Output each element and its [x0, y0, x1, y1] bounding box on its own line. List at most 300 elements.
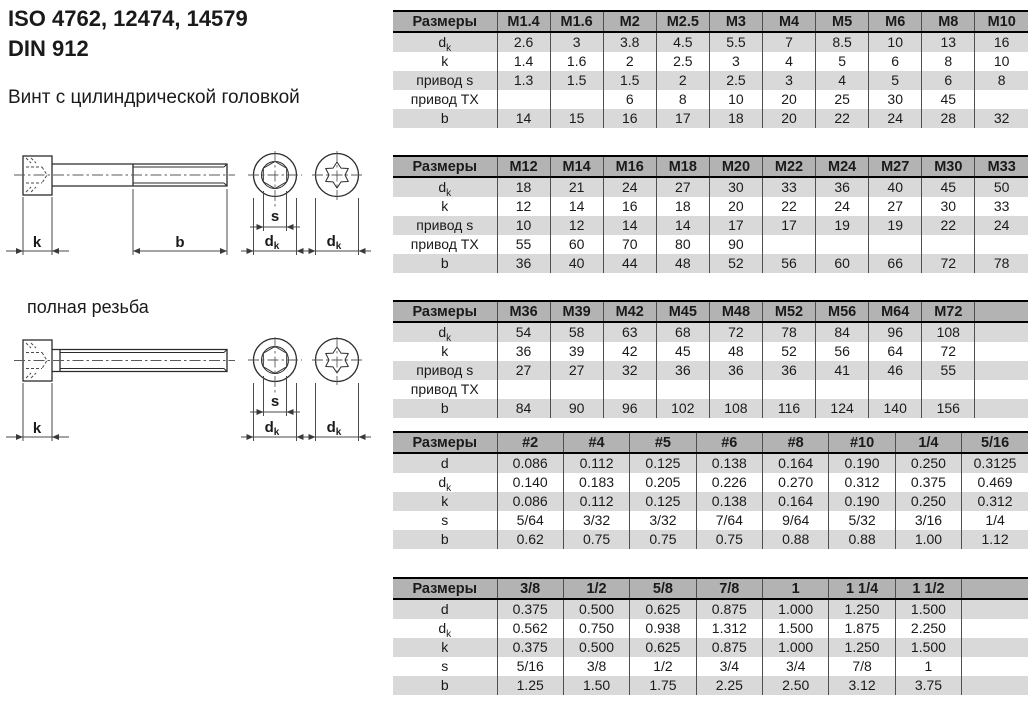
cell: 3 [762, 71, 815, 90]
cell: 22 [762, 197, 815, 216]
cell: 3.8 [603, 32, 656, 52]
cell [975, 235, 1028, 254]
cell: 3.12 [829, 676, 895, 695]
cell: 84 [497, 399, 550, 418]
cell: 0.562 [497, 619, 563, 638]
cell: 68 [656, 322, 709, 342]
cell: 0.875 [696, 599, 762, 619]
cell: 90 [709, 235, 762, 254]
cell: 39 [550, 342, 603, 361]
cell: 5 [869, 71, 922, 90]
cell: 1.3 [497, 71, 550, 90]
cell [975, 322, 1028, 342]
cell [709, 380, 762, 399]
row-label: $d_k$ [438, 34, 452, 54]
cell: 18 [656, 197, 709, 216]
cell: 3/32 [563, 511, 629, 530]
cell: 5/64 [497, 511, 563, 530]
cell: 84 [816, 322, 869, 342]
column-header: 1 1/2 [895, 578, 961, 599]
cell: 19 [869, 216, 922, 235]
cell: 1.312 [696, 619, 762, 638]
row-label: b [440, 531, 449, 547]
cell: 25 [816, 90, 869, 109]
cell: 72 [922, 254, 975, 273]
cell: 0.138 [696, 492, 762, 511]
column-header: M5 [816, 11, 869, 32]
table-row [393, 216, 1028, 235]
cell: 41 [816, 361, 869, 380]
cell: 24 [975, 216, 1028, 235]
cell: 78 [762, 322, 815, 342]
table-row [393, 599, 1028, 619]
dimension-table [393, 155, 1028, 273]
table-row [393, 32, 1028, 52]
cell: 10 [975, 52, 1028, 71]
table-row [393, 399, 1028, 418]
cell: 0.190 [829, 453, 895, 473]
cell: 4 [816, 71, 869, 90]
cell: 96 [869, 322, 922, 342]
column-header: M24 [816, 156, 869, 177]
cell: 0.112 [563, 453, 629, 473]
column-header: #6 [696, 432, 762, 453]
cell: 36 [709, 361, 762, 380]
cell: 22 [816, 109, 869, 128]
cell: 0.164 [763, 453, 829, 473]
cell [497, 380, 550, 399]
cell: 0.375 [497, 638, 563, 657]
cell: 56 [762, 254, 815, 273]
cell: 22 [922, 216, 975, 235]
cell [816, 235, 869, 254]
row-label: привод s [416, 72, 474, 88]
cell [962, 676, 1028, 695]
cell: 18 [497, 177, 550, 197]
column-header: M10 [975, 11, 1028, 32]
cell: 0.75 [696, 530, 762, 549]
cell: 27 [550, 361, 603, 380]
cell: 0.138 [696, 453, 762, 473]
table-row [393, 177, 1028, 197]
cell: 1.5 [550, 71, 603, 90]
row-label: s [441, 512, 449, 528]
table-row [393, 197, 1028, 216]
cell: 17 [709, 216, 762, 235]
cell: 16 [603, 197, 656, 216]
column-header: M33 [975, 156, 1028, 177]
cell: 0.164 [763, 492, 829, 511]
title-din: DIN 912 [8, 36, 89, 61]
cell: 7 [762, 32, 815, 52]
column-header: M14 [550, 156, 603, 177]
cell: 0.375 [895, 473, 961, 492]
cell: 14 [550, 197, 603, 216]
dimension-k [6, 197, 69, 255]
cell [975, 342, 1028, 361]
column-header: M45 [656, 301, 709, 322]
cell: 1.5 [603, 71, 656, 90]
cell: 55 [922, 361, 975, 380]
column-header [975, 301, 1028, 322]
cell: 7/64 [696, 511, 762, 530]
column-header: #10 [829, 432, 895, 453]
cell: 0.3125 [962, 453, 1028, 473]
cell: 56 [816, 342, 869, 361]
end-view-torx-socket [303, 151, 371, 255]
cell: 102 [656, 399, 709, 418]
cell: 40 [869, 177, 922, 197]
screw-head-side [23, 156, 52, 195]
column-header: M1.4 [497, 11, 550, 32]
cell: 0.250 [895, 492, 961, 511]
cell: 0.469 [962, 473, 1028, 492]
cell: 6 [869, 52, 922, 71]
cell: 0.75 [630, 530, 696, 549]
row-label: привод s [416, 217, 474, 233]
row-label: k [441, 493, 449, 509]
cell [762, 235, 815, 254]
cell: 52 [709, 254, 762, 273]
cell: 6 [922, 71, 975, 90]
cell: 8.5 [816, 32, 869, 52]
cell: 3/4 [696, 657, 762, 676]
row-label: d [440, 455, 449, 471]
cell: 0.086 [497, 453, 563, 473]
column-header: M12 [497, 156, 550, 177]
table-corner-header: Размеры [393, 301, 497, 322]
cell: 17 [762, 216, 815, 235]
cell: 0.88 [829, 530, 895, 549]
cell [603, 380, 656, 399]
cell: 48 [709, 342, 762, 361]
cell: 0.875 [696, 638, 762, 657]
dimension-k [6, 383, 69, 441]
page-subtitle: Винт с цилиндрической головкой [8, 87, 300, 108]
cell: 0.086 [497, 492, 563, 511]
imperial-table-large [393, 577, 1028, 695]
dim-label-s: s [270, 208, 280, 225]
cell: 27 [869, 197, 922, 216]
table-row [393, 638, 1028, 657]
column-header: M6 [869, 11, 922, 32]
cell: 13 [922, 32, 975, 52]
column-header: M72 [922, 301, 975, 322]
row-label: k [441, 198, 449, 214]
cell: 3 [709, 52, 762, 71]
cell: 0.270 [763, 473, 829, 492]
column-header: M48 [709, 301, 762, 322]
cell: 0.75 [563, 530, 629, 549]
table-row [393, 511, 1028, 530]
cell: 36 [816, 177, 869, 197]
cell: 15 [550, 109, 603, 128]
row-label: привод s [416, 362, 474, 378]
column-header: 1/2 [563, 578, 629, 599]
cell: 2.50 [763, 676, 829, 695]
metric-table-small [393, 10, 1028, 128]
cell: 27 [656, 177, 709, 197]
imperial-table-small [393, 431, 1028, 549]
cell: 2.6 [497, 32, 550, 52]
cell: 30 [869, 90, 922, 109]
dimension-b [133, 189, 227, 255]
cell: 9/64 [763, 511, 829, 530]
table-row [393, 361, 1028, 380]
cell: 58 [550, 322, 603, 342]
column-header: M36 [497, 301, 550, 322]
cell: 32 [603, 361, 656, 380]
full-thread-label: полная резьба [27, 297, 149, 317]
metric-table-large [393, 300, 1028, 418]
table-corner-header: Размеры [393, 156, 497, 177]
cell: 80 [656, 235, 709, 254]
cell [816, 380, 869, 399]
cell [962, 599, 1028, 619]
cell [497, 90, 550, 109]
cell: 63 [603, 322, 656, 342]
table-row [393, 619, 1028, 638]
cell: 1.25 [497, 676, 563, 695]
cell: 0.190 [829, 492, 895, 511]
cell: 0.500 [563, 599, 629, 619]
cell: 8 [975, 71, 1028, 90]
column-header: M39 [550, 301, 603, 322]
row-label: $d_k$ [438, 474, 452, 494]
cell: 1.500 [763, 619, 829, 638]
dim-label-k: k [32, 420, 42, 437]
cell: 0.88 [763, 530, 829, 549]
table-corner-header: Размеры [393, 432, 497, 453]
cell: 72 [922, 342, 975, 361]
row-label: привод TX [410, 381, 479, 397]
cell: 36 [497, 254, 550, 273]
cell: 21 [550, 177, 603, 197]
cell: 0.112 [563, 492, 629, 511]
cell: 8 [922, 52, 975, 71]
cell: 4.5 [656, 32, 709, 52]
cell [869, 380, 922, 399]
cell: 24 [816, 197, 869, 216]
table-row [393, 342, 1028, 361]
end-view-torx-socket [303, 337, 371, 441]
row-label: $d_k$ [438, 179, 452, 199]
cell: 2.250 [895, 619, 961, 638]
row-label: k [441, 639, 449, 655]
column-header: #4 [563, 432, 629, 453]
dim-label-dk: $d_k$ [326, 419, 342, 438]
table-row [393, 235, 1028, 254]
table-row [393, 492, 1028, 511]
cell: 90 [550, 399, 603, 418]
cell: 0.625 [630, 638, 696, 657]
cell: 2.5 [709, 71, 762, 90]
screw-drawing-partial-thread [0, 148, 390, 266]
cell: 16 [975, 32, 1028, 52]
cell: 1.250 [829, 638, 895, 657]
cell: 19 [816, 216, 869, 235]
cell [975, 399, 1028, 418]
tables-panel [390, 0, 1034, 703]
cell: 64 [869, 342, 922, 361]
cell: 72 [709, 322, 762, 342]
cell: 5/32 [829, 511, 895, 530]
cell: 124 [816, 399, 869, 418]
cell: 45 [922, 90, 975, 109]
row-label: b [440, 677, 449, 693]
column-header: M18 [656, 156, 709, 177]
table-row [393, 453, 1028, 473]
cell: 14 [497, 109, 550, 128]
cell: 52 [762, 342, 815, 361]
cell: 3/16 [895, 511, 961, 530]
cell [550, 380, 603, 399]
cell: 45 [922, 177, 975, 197]
dimension-table [393, 300, 1028, 418]
column-header: 5/16 [962, 432, 1028, 453]
table-row [393, 676, 1028, 695]
cell: 28 [922, 109, 975, 128]
table-row [393, 657, 1028, 676]
column-header: M42 [603, 301, 656, 322]
cell: 1.875 [829, 619, 895, 638]
cell: 4 [762, 52, 815, 71]
cell: 70 [603, 235, 656, 254]
cell: 14 [603, 216, 656, 235]
cell: 36 [497, 342, 550, 361]
cell: 0.125 [630, 492, 696, 511]
cell: 12 [497, 197, 550, 216]
cell: 10 [709, 90, 762, 109]
table-row [393, 322, 1028, 342]
cell: 96 [603, 399, 656, 418]
cell [962, 657, 1028, 676]
cell: 140 [869, 399, 922, 418]
cell: 60 [550, 235, 603, 254]
cell: 1/4 [962, 511, 1028, 530]
table-row [393, 530, 1028, 549]
dimension-table [393, 577, 1028, 695]
cell: 20 [762, 90, 815, 109]
table-row [393, 473, 1028, 492]
dim-label-k: k [32, 234, 42, 251]
cell: 3/4 [763, 657, 829, 676]
cell: 45 [656, 342, 709, 361]
cell: 16 [603, 109, 656, 128]
cell: 40 [550, 254, 603, 273]
dim-label-s: s [270, 393, 280, 410]
cell: 0.625 [630, 599, 696, 619]
cell: 0.250 [895, 453, 961, 473]
cell: 0.312 [829, 473, 895, 492]
column-header: 7/8 [696, 578, 762, 599]
cell: 0.938 [630, 619, 696, 638]
cell: 44 [603, 254, 656, 273]
column-header: M4 [762, 11, 815, 32]
column-header: M2.5 [656, 11, 709, 32]
cell [962, 619, 1028, 638]
cell: 1.500 [895, 599, 961, 619]
cell: 1.250 [829, 599, 895, 619]
table-row [393, 71, 1028, 90]
column-header [962, 578, 1028, 599]
row-label: $d_k$ [438, 620, 452, 640]
cell: 5/16 [497, 657, 563, 676]
cell: 0.125 [630, 453, 696, 473]
column-header: 5/8 [630, 578, 696, 599]
column-header: M56 [816, 301, 869, 322]
column-header: M8 [922, 11, 975, 32]
column-header: #8 [763, 432, 829, 453]
cell: 50 [975, 177, 1028, 197]
cell: 3.75 [895, 676, 961, 695]
cell: 36 [656, 361, 709, 380]
cell: 78 [975, 254, 1028, 273]
page-title [8, 4, 248, 64]
cell: 10 [869, 32, 922, 52]
cell: 3/8 [563, 657, 629, 676]
cell: 1.50 [563, 676, 629, 695]
dim-label-dk: $d_k$ [326, 233, 342, 252]
table-corner-header: Размеры [393, 11, 497, 32]
column-header: M1.6 [550, 11, 603, 32]
row-label: b [440, 400, 449, 416]
cell: 66 [869, 254, 922, 273]
cell: 156 [922, 399, 975, 418]
column-header: M27 [869, 156, 922, 177]
cell [869, 235, 922, 254]
row-label: s [441, 658, 449, 674]
row-label: привод TX [410, 236, 479, 252]
column-header: M30 [922, 156, 975, 177]
cell [762, 380, 815, 399]
cell: 33 [762, 177, 815, 197]
column-header: M22 [762, 156, 815, 177]
cell: 7/8 [829, 657, 895, 676]
column-header: M2 [603, 11, 656, 32]
cell: 30 [709, 177, 762, 197]
cell: 3 [550, 32, 603, 52]
cell: 17 [656, 109, 709, 128]
cell: 1.6 [550, 52, 603, 71]
row-label: k [441, 53, 449, 69]
cell: 0.183 [563, 473, 629, 492]
metric-table-medium [393, 155, 1028, 273]
cell: 24 [603, 177, 656, 197]
dim-label-b: b [175, 234, 185, 251]
cell: 0.62 [497, 530, 563, 549]
column-header: M3 [709, 11, 762, 32]
cell: 0.312 [962, 492, 1028, 511]
cell: 33 [975, 197, 1028, 216]
cell [975, 90, 1028, 109]
column-header: M52 [762, 301, 815, 322]
cell: 0.500 [563, 638, 629, 657]
end-view-hex-socket [241, 337, 309, 441]
cell [922, 235, 975, 254]
end-view-hex-socket [241, 151, 309, 255]
cell: 1.00 [895, 530, 961, 549]
cell: 3/32 [630, 511, 696, 530]
column-header: #5 [630, 432, 696, 453]
cell: 1.000 [763, 638, 829, 657]
cell [962, 638, 1028, 657]
cell: 1.75 [630, 676, 696, 695]
row-label: привод TX [410, 91, 479, 107]
column-header: 1 [763, 578, 829, 599]
row-label: b [440, 110, 449, 126]
cell: 8 [656, 90, 709, 109]
